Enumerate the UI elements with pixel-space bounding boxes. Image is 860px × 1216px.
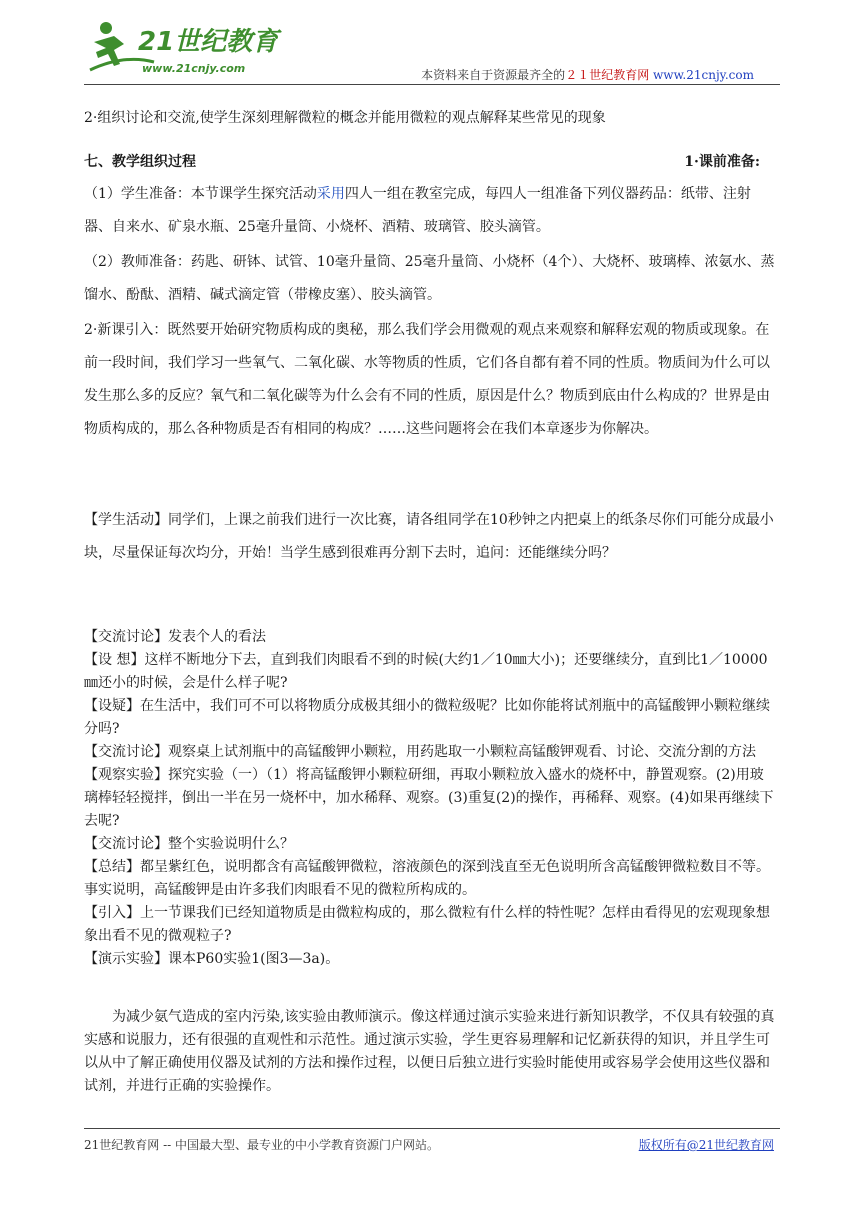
discussion-block	[84, 626, 776, 971]
student-activity: 【学生活动】同学们，上课之前我们进行一次比赛，请各组同学在10秒钟之内把桌上的纸条尽你们可能分成最小块，尽量保证每次均分，开始！当学生感到很难再分割下去时，追问：还能继续分吗？	[84, 512, 774, 561]
logo-text: 21世纪教育	[138, 27, 279, 57]
intro-paragraph: 2·新课引入：既然要开始研究物质构成的奥秘，那么我们学会用微观的观点来观察和解释宏观的物质或现象。在前一段时间，我们学习一些氧气、二氧化碳、水等物质的性质，它们各自都有着不同的性质。物质间为什么可以发生那么多的反应？氧气和二氧化碳等为什么会有不同的性质，原因是什么？物质到底由什么构成的？世界是由物质构成的，那么各种物质是否有相同的构成？……这些问题将会在我们本章逐步为你解决。	[84, 322, 770, 437]
logo	[84, 14, 284, 84]
prep-student-lead: （1）学生准备：本节课学生探究活动	[84, 186, 317, 202]
copyright-link[interactable]: 版权所有@21世纪教育网	[638, 1138, 774, 1152]
header-note-prefix: 本资料来自于资源最齐全的	[421, 68, 566, 82]
header-divider	[84, 84, 780, 85]
hypothesis: 【设 想】这样不断地分下去，直到我们肉眼看不到的时候(大约1／10㎜大小)；还要继续分，直到比1／10000㎜还小的时候，会是什么样子呢?	[84, 652, 768, 691]
doubt: 【设疑】在生活中，我们可不可以将物质分成极其细小的微粒级呢？比如你能将试剂瓶中的高锰酸钾小颗粒继续分吗?	[84, 698, 770, 737]
footer-text: 21世纪教育网 -- 中国最大型、最专业的中小学教育资源门户网站。	[84, 1138, 440, 1152]
prep-teacher: （2）教师准备：药匙、研钵、试管、10毫升量筒、25毫升量筒、小烧杯（4个）、大烧杯、玻璃棒、浓氨水、蒸馏水、酚酞、酒精、碱式滴定管（带橡皮塞）、胶头滴管。	[84, 254, 775, 303]
section-subtitle: 1·课前准备:	[684, 154, 760, 170]
header-brand: ２１世纪教育网	[565, 68, 650, 82]
prep-student-highlight: 采用	[316, 186, 345, 202]
prep-student	[84, 178, 776, 244]
demo-experiment: 【演示实验】课本P60实验1(图3—3a)。	[84, 951, 340, 967]
closing-paragraph: 为减少氨气造成的室内污染,该实验由教师演示。像这样通过演示实验来进行新知识教学，不仅具有较强的真实感和说服力，还有很强的直观性和示范性。通过演示实验，学生更容易理解和记忆新获得的知识，并且学生可以从中了解正确使用仪器及试剂的方法和操作过程，以便日后独立进行实验时能使用或容易学会使用这些仪器和试剂，并进行正确的实验操作。	[84, 1009, 775, 1094]
observe-experiment: 【观察实验】探究实验（一）（1）将高锰酸钾小颗粒研细，再取小颗粒放入盛水的烧杯中，静置观察。(2)用玻璃棒轻轻搅拌，倒出一半在另一烧杯中，加水稀释、观察。(3)重复(2)的操作，再稀释、观察。(4)如果再继续下去呢?	[84, 767, 774, 829]
goal-line: 2·组织讨论和交流,使学生深刻理解微粒的概念并能用微粒的观点解释某些常见的现象	[84, 110, 606, 126]
discuss-method: 【交流讨论】观察桌上试剂瓶中的高锰酸钾小颗粒，用药匙取一小颗粒高锰酸钾观看、讨论、交流分割的方法	[84, 744, 756, 760]
discuss-meaning: 【交流讨论】整个实验说明什么？	[84, 836, 294, 852]
header-note	[421, 66, 754, 83]
logo-url: www.21cnjy.com	[142, 62, 246, 75]
prep-student-rest: 四人一组在教室完成，每四人一组准备下列仪器药品：纸带、注射器、自来水、矿泉水瓶、25毫升量筒、小烧杯、酒精、玻璃管、胶头滴管。	[84, 186, 751, 235]
summary: 【总结】都呈紫红色，说明都含有高锰酸钾微粒，溶液颜色的深到浅直至无色说明所含高锰酸钾微粒数目不等。事实说明，高锰酸钾是由许多我们肉眼看不见的微粒所构成的。	[84, 859, 770, 898]
section-title: 七、教学组织过程	[84, 154, 196, 170]
footer-divider	[84, 1128, 780, 1129]
header-url-link[interactable]: www.21cnjy.com	[653, 68, 754, 82]
discuss-opinion: 【交流讨论】发表个人的看法	[84, 629, 266, 645]
lead-in: 【引入】上一节课我们已经知道物质是由微粒构成的，那么微粒有什么样的特性呢？怎样由看得见的宏观现象想象出看不见的微观粒子?	[84, 905, 770, 944]
